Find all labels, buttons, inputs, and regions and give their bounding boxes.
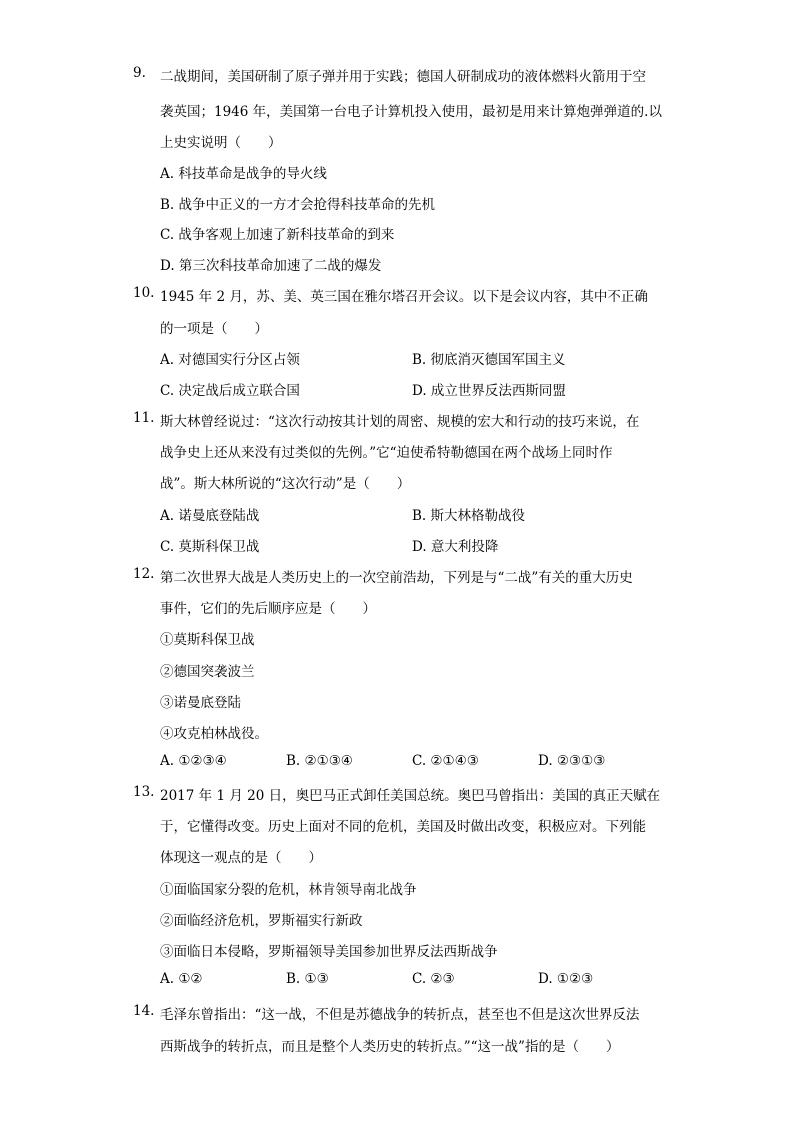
question-text-line: 战争史上还从来没有过类似的先例。”它“迫使希特勒德国在两个战场上同时作: [160, 445, 613, 461]
question-text-line: 2017 年 1 月 20 日，奥巴马正式卸任美国总统。奥巴马曾指出：美国的真正天赋在: [160, 788, 661, 804]
question-text-line: 战”。斯大林所说的“这次行动”是（ ）: [160, 476, 411, 492]
option-b: B. 彻底消灭德国军国主义: [412, 352, 566, 368]
question-text-line: 上史实说明（ ）: [160, 135, 282, 151]
question-number: 13.: [133, 784, 155, 800]
option-c: C. 决定战后成立联合国: [160, 383, 300, 399]
question-text-line: 袭英国；1946 年，美国第一台电子计算机投入使用，最初是用来计算炮弹弹道的.以: [160, 104, 662, 120]
option-b: B. 战争中正义的一方才会抢得科技革命的先机: [160, 197, 436, 213]
option-b: B. ②①③④: [286, 753, 353, 769]
option-b: B. ①③: [286, 971, 329, 987]
option-c: C. 莫斯科保卫战: [160, 539, 260, 555]
option-c: C. ②①④③: [412, 753, 479, 769]
question-number: 14.: [133, 1003, 155, 1019]
question-text-line: 事件，它们的先后顺序应是（ ）: [160, 601, 376, 617]
statement-item: ③面临日本侵略，罗斯福领导美国参加世界反法西斯战争: [160, 944, 498, 960]
question-number: 11.: [133, 410, 155, 426]
question-text-line: 斯大林曾经说过：“这次行动按其计划的周密、规模的宏大和行动的技巧来说，在: [160, 414, 640, 430]
option-d: D. 意大利投降: [412, 539, 499, 555]
option-d: D. 第三次科技革命加速了二战的爆发: [160, 258, 382, 274]
option-d: D. ①②③: [538, 971, 594, 987]
option-a: A. 对德国实行分区占领: [160, 352, 300, 368]
question-text-line: 第二次世界大战是人类历史上的一次空前浩劫，下列是与“二战”有关的重大历史: [160, 570, 633, 586]
option-a: A. 诺曼底登陆战: [160, 508, 260, 524]
option-c: C. ②③: [412, 971, 455, 987]
question-text-line: 西斯战争的转折点，而且是整个人类历史的转折点。”“这一战”指的是（ ）: [160, 1039, 620, 1055]
option-a: A. ①②③④: [160, 753, 227, 769]
option-a: A. ①②: [160, 971, 203, 987]
question-text-line: 体现这一观点的是（ ）: [160, 850, 322, 866]
event-item: ②德国突袭波兰: [160, 664, 255, 680]
question-text-line: 二战期间，美国研制了原子弹并用于实践；德国人研制成功的液体燃料火箭用于空: [160, 69, 646, 85]
question-number: 9.: [133, 65, 146, 81]
question-text-line: 毛泽东曾指出：“这一战，不但是苏德战争的转折点，甚至也不但是这次世界反法: [160, 1007, 640, 1023]
event-item: ④攻克柏林战役。: [160, 726, 268, 742]
event-item: ③诺曼底登陆: [160, 695, 241, 711]
question-text-line: 于，它懂得改变。历史上面对不同的危机，美国及时做出改变，积极应对。下列能: [160, 819, 646, 835]
question-number: 10.: [133, 285, 155, 301]
option-b: B. 斯大林格勒战役: [412, 508, 526, 524]
question-text-line: 的一项是（ ）: [160, 321, 268, 337]
option-d: D. ②③①③: [538, 753, 606, 769]
option-c: C. 战争客观上加速了新科技革命的到来: [160, 227, 395, 243]
event-item: ①莫斯科保卫战: [160, 632, 255, 648]
statement-item: ①面临国家分裂的危机，林肯领导南北战争: [160, 882, 417, 898]
statement-item: ②面临经济危机，罗斯福实行新政: [160, 913, 363, 929]
question-text-line: 1945 年 2 月，苏、美、英三国在雅尔塔召开会议。以下是会议内容，其中不正确: [160, 289, 648, 305]
question-number: 12.: [133, 566, 155, 582]
option-d: D. 成立世界反法西斯同盟: [412, 383, 566, 399]
option-a: A. 科技革命是战争的导火线: [160, 166, 327, 182]
